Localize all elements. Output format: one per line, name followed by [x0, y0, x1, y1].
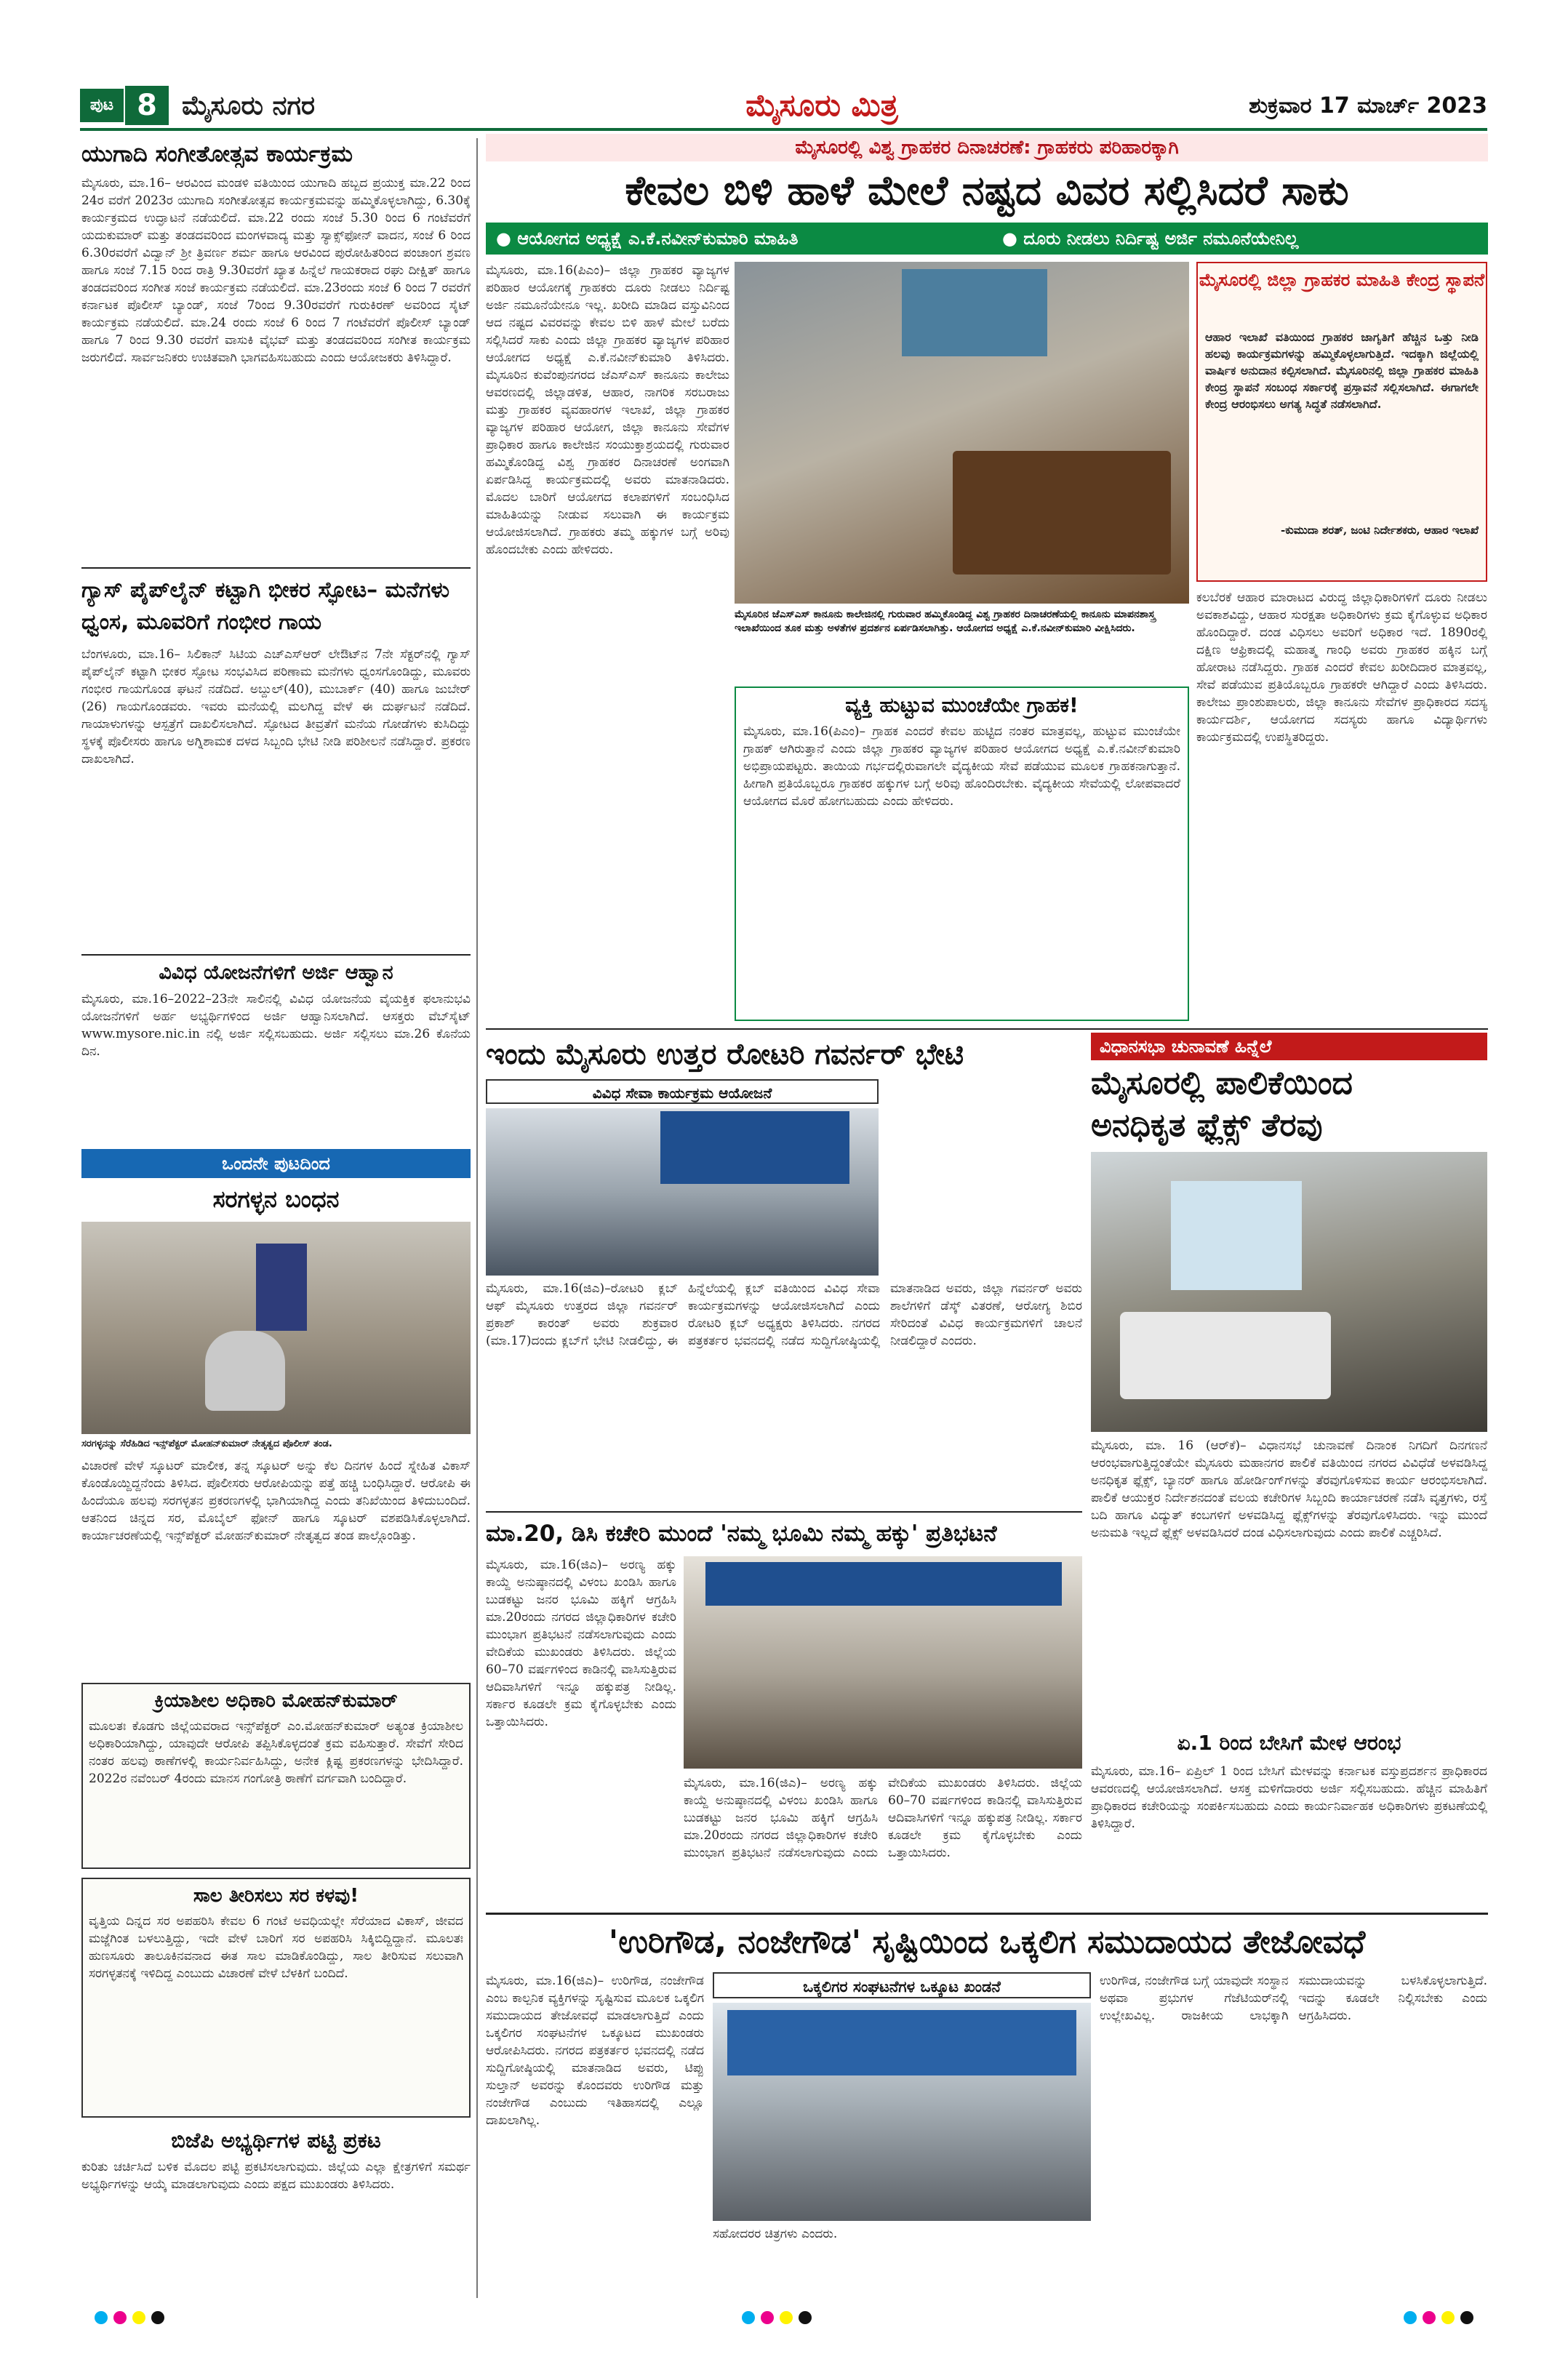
continued-banner: ಒಂದನೇ ಪುಟದಿಂದ: [81, 1149, 471, 1178]
protest-body-continued: ಮೈಸೂರು, ಮಾ.16(ಜಿಎ)– ಅರಣ್ಯ ಹಕ್ಕು ಕಾಯ್ದೆ ಅನುಷ್ಠಾನದಲ್ಲಿ ವಿಳಂಬ ಖಂಡಿಸಿ ಹಾಗೂ ಬುಡಕಟ್ಟು ಜನರ ಭೂಮಿ ಹಕ್ಕಿಗೆ ಆಗ್ರಹಿಸಿ ಮಾ.20ರಂದು ನಗರದ ಜಿಲ್ಲಾಧಿಕಾರಿಗಳ ಕಚೇರಿ ಮುಂಭಾಗ ಪ್ರತಿಭಟನೆ ನಡೆಸಲಾಗುವುದು ಎಂದು ವೇದಿಕೆಯ ಮುಖಂಡರು ತಿಳಿಸಿದರು. ಜಿಲ್ಲೆಯ 60–70 ವರ್ಷಗಳಿಂದ ಕಾಡಿನಲ್ಲಿ ವಾಸಿಸುತ್ತಿರುವ ಆದಿವಾಸಿಗಳಿಗೆ ಇನ್ನೂ ಹಕ್ಕುಪತ್ರ ನೀಡಿಲ್ಲ. ಸರ್ಕಾರ ಕೂಡಲೇ ಕ್ರಮ ಕೈಗೊಳ್ಳಬೇಕು ಎಂದು ಒತ್ತಾಯಿಸಿದರು.: [684, 1776, 1082, 1860]
scooter-shape: [205, 1331, 285, 1411]
divider: [486, 1511, 1082, 1513]
consumer-box: [735, 686, 1189, 1021]
april-title: ಏ.1 ರಿಂದ ಬೇಸಿಗೆ ಮೇಳ ಆರಂಭ: [1177, 1731, 1401, 1755]
rotary-body: ಮೈಸೂರು, ಮಾ.16(ಜಿಎ)–ರೋಟರಿ ಕ್ಲಬ್ ಆಫ್ ಮೈಸೂರು ಉತ್ತರದ ಜಿಲ್ಲಾ ಗವರ್ನರ್ ಪ್ರಕಾಶ್ ಕಾರಂತ್ ಅವರು ಶುಕ್ರವಾರ (ಮಾ.17)ದಂದು ಕ್ಲಬ್‌ಗೆ ಭೇಟಿ ನೀಡಲಿದ್ದು, ಈ ಹಿನ್ನೆಲೆಯಲ್ಲಿ ಕ್ಲಬ್ ವತಿಯಿಂದ ವಿವಿಧ ಸೇವಾ ಕಾರ್ಯಕ್ರಮಗಳನ್ನು ಆಯೋಜಿಸಲಾಗಿದೆ ಎಂದು ರೋಟರಿ ಕ್ಲಬ್ ಅಧ್ಯಕ್ಷರು ತಿಳಿಸಿದರು. ನಗರದ ಪತ್ರಕರ್ತರ ಭವನದಲ್ಲಿ ನಡೆದ ಸುದ್ದಿಗೋಷ್ಠಿಯಲ್ಲಿ ಮಾತನಾಡಿದ ಅವರು, ಜಿಲ್ಲಾ ಗವರ್ನರ್ ಅವರು ಶಾಲೆಗಳಿಗೆ ಡೆಸ್ಕ್ ವಿತರಣೆ, ಆರೋಗ್ಯ ಶಿಬಿರ ಸೇರಿದಂತೆ ವಿವಿಧ ಕಾರ್ಯಕ್ರಮಗಳಿಗೆ ಚಾಲನೆ ನೀಡಲಿದ್ದಾರೆ ಎಂದರು.: [486, 1281, 1082, 1348]
story6-body: ವೃತ್ತಿಯ ದಿನ್ನದ ಸರ ಅಪಹರಿಸಿ ಕೇವಲ 6 ಗಂಟೆ ಅವಧಿಯಲ್ಲೇ ಸೆರೆಯಾದ ವಿಕಾಸ್, ಜೀವದ ಮಜ್ಜೆಗಿಂತ ಬಳಲುತ್ತಿದ್ದು, ಇದೇ ವೇಳೆ ಬಾರಿಗೆ ಸರ ಅಪಹರಿಸಿ ಸಿಕ್ಕಿಬಿದ್ದಿದ್ದಾನೆ. ಮೂಲತಃ ಹುಣಸೂರು ತಾಲೂಕಿನವನಾದ ಈತ ಸಾಲ ಮಾಡಿಕೊಂಡಿದ್ದು, ಸಾಲ ತೀರಿಸುವ ಸಲುವಾಗಿ ಸರಗಳ್ಳತನಕ್ಕೆ ಇಳಿದಿದ್ದ ಎಂಬುದು ವಿಚಾರಣೆ ವೇಳೆ ಬೆಳಕಿಗೆ ಬಂದಿದೆ.: [89, 1914, 463, 1981]
protest-photo: [684, 1556, 1082, 1769]
divider: [486, 1913, 1488, 1915]
story5-box: [81, 1683, 471, 1869]
sidebar-signature: -ಕುಮುದಾ ಶರತ್, ಜಂಟಿ ನಿರ್ದೇಶಕರು, ಆಹಾರ ಇಲಾಖೆ: [1280, 524, 1479, 537]
registration-dot-black: [151, 2311, 164, 2324]
registration-dot-black: [799, 2311, 812, 2324]
registration-dot-magenta: [761, 2311, 774, 2324]
lead-subhead-2: ● ದೂರು ನೀಡಲು ನಿರ್ದಿಷ್ಟ ಅರ್ಜಿ ನಮೂನೆಯೇನಿಲ್ಲ: [1002, 228, 1299, 249]
banner-shape: [902, 269, 1047, 356]
registration-dot-black: [1460, 2311, 1473, 2324]
registration-dot-yellow: [780, 2311, 793, 2324]
divider: [81, 954, 471, 956]
flex-kicker: ವಿಧಾನಸಭಾ ಚುನಾವಣೆ ಹಿನ್ನೆಲೆ: [1091, 1033, 1487, 1060]
flex-board-shape: [1171, 1181, 1302, 1290]
story2-title: ಗ್ಯಾಸ್ ಪೈಪ್‌ಲೈನ್ ಕಟ್ಟಾಗಿ ಭೀಕರ ಸ್ಫೋಟ– ಮನೆಗಳು ಧ್ವಂಸ, ಮೂವರಿಗೆ ಗಂಭೀರ ಗಾಯ: [81, 577, 450, 635]
truck-shape: [1120, 1312, 1331, 1399]
page-number: 8: [125, 86, 169, 125]
story6-title: ಸಾಲ ತೀರಿಸಲು ಸರ ಕಳವು!: [193, 1885, 359, 1907]
protest-banner-shape: [705, 1562, 1062, 1606]
story1-title: ಯುಗಾದಿ ಸಂಗೀತೋತ್ಸವ ಕಾರ್ಯಕ್ರಮ: [81, 141, 353, 167]
rotary-kicker: ವಿವಿಧ ಸೇವಾ ಕಾರ್ಯಕ್ರಮ ಆಯೋಜನೆ: [486, 1079, 879, 1104]
divider: [81, 567, 471, 569]
sidebar-title: ಮೈಸೂರಲ್ಲಿ ಜಿಲ್ಲಾ ಗ್ರಾಹಕರ ಮಾಹಿತಿ ಕೇಂದ್ರ ಸ್ಥಾಪನೆ: [1199, 270, 1485, 290]
masthead-rule: [80, 128, 1487, 131]
display-case-shape: [953, 451, 1171, 575]
lead-subhead-bar: [486, 223, 1488, 255]
lead-body-col1: ಮೈಸೂರು, ಮಾ.16(ಪಿಎಂ)– ಜಿಲ್ಲಾ ಗ್ರಾಹಕರ ವ್ಯಾಜ್ಯಗಳ ಪರಿಹಾರ ಆಯೋಗಕ್ಕೆ ಗ್ರಾಹಕರು ದೂರು ನೀಡಲು ನಿರ್ದಿಷ್ಟ ಅರ್ಜಿ ನಮೂನೆಯೇನೂ ಇಲ್ಲ. ಖರೀದಿ ಮಾಡಿದ ವಸ್ತುವಿನಿಂದ ಆದ ನಷ್ಟದ ವಿವರವನ್ನು ಕೇವಲ ಬಿಳಿ ಹಾಳೆ ಮೇಲೆ ಬರೆದು ಸಲ್ಲಿಸಿದರೆ ಸಾಕು ಎಂದು ಜಿಲ್ಲಾ ಗ್ರಾಹಕರ ವ್ಯಾಜ್ಯಗಳ ಪರಿಹಾರ ಆಯೋಗದ ಅಧ್ಯಕ್ಷೆ ಎ.ಕೆ.ನವೀನ್‌ಕುಮಾರಿ ತಿಳಿಸಿದರು. ಮೈಸೂರಿನ ಕುವೆಂಪುನಗರದ ಜೆಎಸ್‌ಎಸ್ ಕಾನೂನು ಕಾಲೇಜು ಆವರಣದಲ್ಲಿ ಜಿಲ್ಲಾಡಳಿತ, ಆಹಾರ, ನಾಗರಿಕ ಸರಬರಾಜು ಮತ್ತು ಗ್ರಾಹಕರ ವ್ಯವಹಾರಗಳ ಇಲಾಖೆ, ಜಿಲ್ಲಾ ಗ್ರಾಹಕರ ವ್ಯಾಜ್ಯಗಳ ಪರಿಹಾರ ಆಯೋಗ, ಜಿಲ್ಲಾ ಕಾನೂನು ಸೇವೆಗಳ ಪ್ರಾಧಿಕಾರ ಹಾಗೂ ಕಾಲೇಜಿನ ಸಂಯುಕ್ತಾಶ್ರಯದಲ್ಲಿ ಗುರುವಾರ ಹಮ್ಮಿಕೊಂಡಿದ್ದ ವಿಶ್ವ ಗ್ರಾಹಕರ ದಿನಾಚರಣೆ ಅಂಗವಾಗಿ ಏರ್ಪಡಿಸಿದ್ದ ಕಾರ್ಯಕ್ರಮದಲ್ಲಿ ಅವರು ಮಾತನಾಡಿದರು. ಮೊದಲ ಬಾರಿಗೆ ಆಯೋಗದ ಕಲಾಪಗಳಿಗೆ ಸಂಬಂಧಿಸಿದ ಮಾಹಿತಿಯನ್ನು ನೀಡುವ ಸಲುವಾಗಿ ಈ ಕಾರ್ಯಕ್ರಮ ಆಯೋಜಿಸಲಾಗಿದೆ. ಗ್ರಾಹಕರು ತಮ್ಮ ಹಕ್ಕುಗಳ ಬಗ್ಗೆ ಅರಿವು ಹೊಂದಬೇಕು ಎಂದು ಹೇಳಿದರು.: [486, 263, 729, 557]
issue-date: ಶುಕ್ರವಾರ 17 ಮಾರ್ಚ್ 2023: [1249, 93, 1487, 119]
rotary-photo: [486, 1108, 879, 1276]
section-name: ಮೈಸೂರು ನಗರ: [182, 91, 316, 121]
urigowda-photo: [713, 2003, 1091, 2221]
flex-title-1: ಮೈಸೂರಲ್ಲಿ ಪಾಲಿಕೆಯಿಂದ: [1091, 1065, 1353, 1102]
rotary-title: ಇಂದು ಮೈಸೂರು ಉತ್ತರ ರೋಟರಿ ಗವರ್ನರ್ ಭೇಟಿ: [486, 1038, 964, 1071]
consumer-body: ಮೈಸೂರು, ಮಾ.16(ಪಿಎಂ)– ಗ್ರಾಹಕ ಎಂದರೆ ಕೇವಲ ಹುಟ್ಟಿದ ನಂತರ ಮಾತ್ರವಲ್ಲ, ಹುಟ್ಟುವ ಮುಂಚೆಯೇ ಗ್ರಾಹಕ್ ಆಗಿರುತ್ತಾನೆ ಎಂದು ಜಿಲ್ಲಾ ಗ್ರಾಹಕರ ವ್ಯಾಜ್ಯಗಳ ಪರಿಹಾರ ಆಯೋಗದ ಅಧ್ಯಕ್ಷೆ ಎ.ಕೆ.ನವೀನ್‌ಕುಮಾರಿ ಅಭಿಪ್ರಾಯಪಟ್ಟರು. ತಾಯಿಯ ಗರ್ಭದಲ್ಲಿರುವಾಗಲೇ ವೈದ್ಯಕೀಯ ಸೇವೆ ಪಡೆಯುವ ಮೂಲಕ ಗ್ರಾಹಕನಾಗುತ್ತಾನೆ. ಹೀಗಾಗಿ ಪ್ರತಿಯೊಬ್ಬರೂ ಗ್ರಾಹಕರ ಹಕ್ಕುಗಳ ಬಗ್ಗೆ ಅರಿವು ಹೊಂದಿರಬೇಕು. ವೈದ್ಯಕೀಯ ಸೇವೆಯಲ್ಲಿ ಲೋಪವಾದರೆ ಆಯೋಗದ ಮೊರೆ ಹೋಗಬಹುದು ಎಂದು ಹೇಳಿದರು.: [743, 724, 1180, 809]
lead-photo: [735, 262, 1189, 604]
story5-title: ಕ್ರಿಯಾಶೀಲ ಅಧಿಕಾರಿ ಮೋಹನ್‌ಕುಮಾರ್: [154, 1690, 398, 1712]
paper-name: ಮೈಸೂರು ಮಿತ್ರ: [745, 87, 898, 123]
rotary-banner-shape: [660, 1111, 849, 1184]
urigowda-body-2: ಉರಿಗೌಡ, ನಂಜೇಗೌಡ ಬಗ್ಗೆ ಯಾವುದೇ ಸಂಸ್ಥಾನ ಅಥವಾ ಪ್ರಭುಗಳ ಗೆಜೆಟಿಯರ್‌ನಲ್ಲಿ ಉಲ್ಲೇಖವಿಲ್ಲ. ರಾಜಕೀಯ ಲಾಭಕ್ಕಾಗಿ ಸಮುದಾಯವನ್ನು ಬಳಸಿಕೊಳ್ಳಲಾಗುತ್ತಿದೆ. ಇದನ್ನು ಕೂಡಲೇ ನಿಲ್ಲಿಸಬೇಕು ಎಂದು ಆಗ್ರಹಿಸಿದರು.: [1100, 1974, 1487, 2023]
flex-title-2: ಅನಧಿಕೃತ ಫ್ಲೆಕ್ಸ್ ತೆರವು: [1091, 1107, 1323, 1144]
story4-caption: ಸರಗಳ್ಳನನ್ನು ಸೆರೆಹಿಡಿದ ಇನ್ಸ್‌ಪೆಕ್ಟರ್ ಮೋಹನ್‌ಕುಮಾರ್ ನೇತೃತ್ವದ ಪೊಲೀಸ್ ತಂಡ.: [81, 1438, 332, 1449]
april-body: ಮೈಸೂರು, ಮಾ.16– ಏಪ್ರಿಲ್ 1 ರಿಂದ ಬೇಸಿಗೆ ಮೇಳವನ್ನು ಕರ್ನಾಟಕ ವಸ್ತುಪ್ರದರ್ಶನ ಪ್ರಾಧಿಕಾರದ ಆವರಣದಲ್ಲಿ ಆಯೋಜಿಸಲಾಗಿದೆ. ಆಸಕ್ತ ಮಳಿಗೆದಾರರು ಅರ್ಜಿ ಸಲ್ಲಿಸಬಹುದು. ಹೆಚ್ಚಿನ ಮಾಹಿತಿಗೆ ಪ್ರಾಧಿಕಾರದ ಕಚೇರಿಯನ್ನು ಸಂಪರ್ಕಿಸಬಹುದು ಎಂದು ಕಾರ್ಯನಿರ್ವಾಹಕ ಅಧಿಕಾರಿಗಳು ಪ್ರಕಟಣೆಯಲ್ಲಿ ತಿಳಿಸಿದ್ದಾರೆ.: [1091, 1764, 1487, 1831]
registration-dot-cyan: [1404, 2311, 1417, 2324]
urigowda-body-1: ಮೈಸೂರು, ಮಾ.16(ಜಿಎ)– ಉರಿಗೌಡ, ನಂಜೇಗೌಡ ಎಂಬ ಕಾಲ್ಪನಿಕ ವ್ಯಕ್ತಿಗಳನ್ನು ಸೃಷ್ಟಿಸುವ ಮೂಲಕ ಒಕ್ಕಲಿಗ ಸಮುದಾಯದ ತೇಜೋವಧೆ ಮಾಡಲಾಗುತ್ತಿದೆ ಎಂದು ಒಕ್ಕಲಿಗರ ಸಂಘಟನೆಗಳ ಒಕ್ಕೂಟದ ಮುಖಂಡರು ಆರೋಪಿಸಿದರು. ನಗರದ ಪತ್ರಕರ್ತರ ಭವನದಲ್ಲಿ ನಡೆದ ಸುದ್ದಿಗೋಷ್ಠಿಯಲ್ಲಿ ಮಾತನಾಡಿದ ಅವರು, ಟಿಪ್ಪು ಸುಲ್ತಾನ್ ಅವರನ್ನು ಕೊಂದವರು ಉರಿಗೌಡ ಮತ್ತು ನಂಜೇಗೌಡ ಎಂಬುದು ಇತಿಹಾಸದಲ್ಲಿ ಎಲ್ಲೂ ದಾಖಲಾಗಿಲ್ಲ.: [486, 1974, 704, 2128]
story7-title: ಬಿಜೆಪಿ ಅಭ್ಯರ್ಥಿಗಳ ಪಟ್ಟಿ ಪ್ರಕಟ: [171, 2128, 381, 2153]
lead-photo-caption: ಮೈಸೂರಿನ ಜೆಎಸ್‌ಎಸ್ ಕಾನೂನು ಕಾಲೇಜಿನಲ್ಲಿ ಗುರುವಾರ ಹಮ್ಮಿಕೊಂಡಿದ್ದ ವಿಶ್ವ ಗ್ರಾಹಕರ ದಿನಾಚರಣೆಯಲ್ಲಿ ಕಾನೂನು ಮಾಪನಶಾಸ್ತ್ರ ಇಲಾಖೆಯಿಂದ ತೂಕ ಮತ್ತು ಅಳತೆಗಳ ಪ್ರದರ್ಶನ ಏರ್ಪಡಿಸಲಾಗಿತ್ತು. ಆಯೋಗದ ಅಧ್ಯಕ್ಷೆ ಎ.ಕೆ.ನವೀನ್‌ಕುಮಾರಿ ವೀಕ್ಷಿಸಿದರು.: [735, 609, 1156, 634]
urigowda-title: 'ಉರಿಗೌಡ, ನಂಜೇಗೌಡ' ಸೃಷ್ಟಿಯಿಂದ ಒಕ್ಕಲಿಗ ಸಮುದಾಯದ ತೇಜೋವಧೆ: [608, 1923, 1366, 1961]
story5-body: ಮೂಲತಃ ಕೊಡಗು ಜಿಲ್ಲೆಯವರಾದ ಇನ್ಸ್‌ಪೆಕ್ಟರ್ ಎಂ.ಮೋಹನ್‌ಕುಮಾರ್ ಅತ್ಯಂತ ಕ್ರಿಯಾಶೀಲ ಅಧಿಕಾರಿಯಾಗಿದ್ದು, ಯಾವುದೇ ಆರೋಪಿ ತಪ್ಪಿಸಿಕೊಳ್ಳದಂತೆ ಕ್ರಮ ವಹಿಸುತ್ತಾರೆ. ಸೇವೆಗೆ ಸೇರಿದ ನಂತರ ಹಲವು ಠಾಣೆಗಳಲ್ಲಿ ಕಾರ್ಯನಿರ್ವಹಿಸಿದ್ದು, ಅನೇಕ ಕ್ಲಿಷ್ಟ ಪ್ರಕರಣಗಳನ್ನು ಭೇದಿಸಿದ್ದಾರೆ. 2022ರ ನವೆಂಬರ್ 4ರಂದು ಮಾನಸ ಗಂಗೋತ್ರಿ ಠಾಣೆಗೆ ವರ್ಗವಾಗಿ ಬಂದಿದ್ದಾರೆ.: [89, 1719, 463, 1786]
lead-subhead-1: ● ಆಯೋಗದ ಅಧ್ಯಕ್ಷೆ ಎ.ಕೆ.ನವೀನ್‌ಕುಮಾರಿ ಮಾಹಿತಿ: [496, 228, 799, 249]
story3-body: ಮೈಸೂರು, ಮಾ.16–2022–23ನೇ ಸಾಲಿನಲ್ಲಿ ವಿವಿಧ ಯೋಜನೆಯ ವೈಯಕ್ತಿಕ ಫಲಾನುಭವಿ ಯೋಜನೆಗಳಿಗೆ ಅರ್ಹ ಅಭ್ಯರ್ಥಿಗಳಿಂದ ಅರ್ಜಿ ಆಹ್ವಾನಿಸಲಾಗಿದೆ. ಆಸಕ್ತರು ವೆಬ್‌ಸೈಟ್ www.mysore.nic.in ನಲ್ಲಿ ಅರ್ಜಿ ಸಲ್ಲಿಸಬಹುದು. ಅರ್ಜಿ ಸಲ್ಲಿಸಲು ಮಾ.26 ಕೊನೆಯ ದಿನ.: [81, 992, 471, 1059]
page-label: ಪುಟ: [80, 89, 124, 122]
flex-photo: [1091, 1152, 1487, 1432]
divider: [486, 1028, 1488, 1030]
protest-title: ಮಾ.20, ಡಿಸಿ ಕಚೇರಿ ಮುಂದೆ 'ನಮ್ಮ ಭೂಮಿ ನಮ್ಮ ಹಕ್ಕು' ಪ್ರತಿಭಟನೆ: [486, 1521, 997, 1547]
lead-body-col3: ಕಲಬೆರಕೆ ಆಹಾರ ಮಾರಾಟದ ವಿರುದ್ಧ ಜಿಲ್ಲಾಧಿಕಾರಿಗಳಿಗೆ ದೂರು ನೀಡಲು ಅವಕಾಶವಿದ್ದು, ಆಹಾರ ಸುರಕ್ಷತಾ ಅಧಿಕಾರಿಗಳು ಕ್ರಮ ಕೈಗೊಳ್ಳುವ ಅಧಿಕಾರ ಹೊಂದಿದ್ದಾರೆ. ದಂಡ ವಿಧಿಸಲು ಅವರಿಗೆ ಅಧಿಕಾರ ಇದೆ. 1890ರಲ್ಲಿ ದಕ್ಷಿಣ ಆಫ್ರಿಕಾದಲ್ಲಿ ಮಹಾತ್ಮ ಗಾಂಧಿ ಅವರು ಗ್ರಾಹಕರ ಹಕ್ಕಿನ ಬಗ್ಗೆ ಹೋರಾಟ ನಡೆಸಿದ್ದರು. ಗ್ರಾಹಕ ಎಂದರೆ ಕೇವಲ ಖರೀದಿದಾರ ಮಾತ್ರವಲ್ಲ, ಸೇವೆ ಪಡೆಯುವ ಪ್ರತಿಯೊಬ್ಬರೂ ಗ್ರಾಹಕರೇ ಆಗಿದ್ದಾರೆ ಎಂದು ತಿಳಿಸಿದರು. ಕಾಲೇಜು ಪ್ರಾಂಶುಪಾಲರು, ಜಿಲ್ಲಾ ಕಾನೂನು ಸೇವೆಗಳ ಪ್ರಾಧಿಕಾರದ ಸದಸ್ಯ ಕಾರ್ಯದರ್ಶಿ, ಆಯೋಗದ ಸದಸ್ಯರು ಹಾಗೂ ವಿದ್ಯಾರ್ಥಿಗಳು ಕಾರ್ಯಕ್ರಮದಲ್ಲಿ ಉಪಸ್ಥಿತರಿದ್ದರು.: [1196, 590, 1487, 745]
story7-body: ಕುರಿತು ಚರ್ಚಿಸಿದೆ ಬಳಿಕ ಮೊದಲ ಪಟ್ಟಿ ಪ್ರಕಟಿಸಲಾಗುವುದು. ಜಿಲ್ಲೆಯ ಎಲ್ಲಾ ಕ್ಷೇತ್ರಗಳಿಗೆ ಸಮರ್ಥ ಅಭ್ಯರ್ಥಿಗಳನ್ನು ಆಯ್ಕೆ ಮಾಡಲಾಗುವುದು ಎಂದು ಪಕ್ಷದ ಮುಖಂಡರು ತಿಳಿಸಿದರು.: [81, 2160, 471, 2192]
story6-box: [81, 1878, 471, 2118]
story2-body: ಬೆಂಗಳೂರು, ಮಾ.16– ಸಿಲಿಕಾನ್ ಸಿಟಿಯ ಎಚ್‌ಎಸ್‌ಆರ್ ಲೇಔಟ್‌ನ 7ನೇ ಸೆಕ್ಟರ್‌ನಲ್ಲಿ ಗ್ಯಾಸ್ ಪೈಪ್‌ಲೈನ್ ಕಟ್ಟಾಗಿ ಭೀಕರ ಸ್ಫೋಟ ಸಂಭವಿಸಿದ ಪರಿಣಾಮ ಮನೆಗಳು ಧ್ವಂಸಗೊಂಡಿದ್ದು, ಮೂವರು ಗಂಭೀರ ಗಾಯಗೊಂಡ ಘಟನೆ ನಡೆದಿದೆ. ಅಬ್ದುಲ್(40), ಮುಬಾರ್ಕ್ (40) ಹಾಗೂ ಜುಬೇರ್ (26) ಗಾಯಗೊಂಡವರು. ಇವರು ಮನೆಯಲ್ಲಿ ಮಲಗಿದ್ದ ವೇಳೆ ಈ ದುರ್ಘಟನೆ ನಡೆದಿದೆ. ಗಾಯಾಳುಗಳನ್ನು ಆಸ್ಪತ್ರೆಗೆ ದಾಖಲಿಸಲಾಗಿದೆ. ಸ್ಫೋಟದ ತೀವ್ರತೆಗೆ ಮನೆಯ ಗೋಡೆಗಳು ಕುಸಿದಿದ್ದು ಸ್ಥಳಕ್ಕೆ ಪೊಲೀಸರು ಹಾಗೂ ಅಗ್ನಿಶಾಮಕ ದಳದ ಸಿಬ್ಬಂದಿ ಭೇಟಿ ನೀಡಿ ಪರಿಶೀಲನೆ ನಡೆಸಿದ್ದಾರೆ. ಪ್ರಕರಣ ದಾಖಲಾಗಿದೆ.: [81, 647, 471, 766]
cabinet-shape: [256, 1244, 307, 1331]
flex-body: ಮೈಸೂರು, ಮಾ. 16 (ಆರ್‌ಕೆ)– ವಿಧಾನಸಭೆ ಚುನಾವಣೆ ದಿನಾಂಕ ನಿಗದಿಗೆ ದಿನಗಣನೆ ಆರಂಭವಾಗುತ್ತಿದ್ದಂತೆಯೇ ಮೈಸೂರು ಮಹಾನಗರ ಪಾಲಿಕೆ ವತಿಯಿಂದ ನಗರದ ವಿವಿಧೆಡೆ ಅಳವಡಿಸಿದ್ದ ಅನಧಿಕೃತ ಫ್ಲೆಕ್ಸ್, ಬ್ಯಾನರ್ ಹಾಗೂ ಹೋರ್ಡಿಂಗ್‌ಗಳನ್ನು ತೆರವುಗೊಳಿಸುವ ಕಾರ್ಯ ಆರಂಭಿಸಲಾಗಿದೆ. ಪಾಲಿಕೆ ಆಯುಕ್ತರ ನಿರ್ದೇಶನದಂತೆ ವಲಯ ಕಚೇರಿಗಳ ಸಿಬ್ಬಂದಿ ಕಾರ್ಯಾಚರಣೆ ನಡೆಸಿ ವೃತ್ತಗಳು, ರಸ್ತೆ ಬದಿ ಹಾಗೂ ವಿದ್ಯುತ್ ಕಂಬಗಳಿಗೆ ಅಳವಡಿಸಿದ್ದ ಫ್ಲೆಕ್ಸ್‌ಗಳನ್ನು ತೆರವುಗೊಳಿಸಿದರು. ಇನ್ನು ಮುಂದೆ ಅನುಮತಿ ಇಲ್ಲದೆ ಫ್ಲೆಕ್ಸ್ ಅಳವಡಿಸಿದರೆ ದಂಡ ವಿಧಿಸಲಾಗುವುದು ಎಂದು ಪಾಲಿಕೆ ಎಚ್ಚರಿಸಿದೆ.: [1091, 1438, 1487, 1540]
lead-sidebar: [1196, 262, 1487, 582]
urigowda-caption: ಸಹೋದರರ ಚಿತ್ರಗಳು ಎಂದರು.: [713, 2227, 838, 2241]
registration-dot-yellow: [1441, 2311, 1455, 2324]
sidebar-body: ಆಹಾರ ಇಲಾಖೆ ವತಿಯಿಂದ ಗ್ರಾಹಕರ ಜಾಗೃತಿಗೆ ಹೆಚ್ಚಿನ ಒತ್ತು ನೀಡಿ ಹಲವು ಕಾರ್ಯಕ್ರಮಗಳನ್ನು ಹಮ್ಮಿಕೊಳ್ಳಲಾಗುತ್ತಿದೆ. ಇದಕ್ಕಾಗಿ ಜಿಲ್ಲೆಯಲ್ಲಿ ವಾರ್ಷಿಕ ಅನುದಾನ ಕಲ್ಪಿಸಲಾಗಿದೆ. ಮೈಸೂರಿನಲ್ಲಿ ಜಿಲ್ಲಾ ಗ್ರಾಹಕರ ಮಾಹಿತಿ ಕೇಂದ್ರ ಸ್ಥಾಪನೆ ಸಂಬಂಧ ಸರ್ಕಾರಕ್ಕೆ ಪ್ರಸ್ತಾವನೆ ಸಲ್ಲಿಸಲಾಗಿದೆ. ಈಗಾಗಲೇ ಕೇಂದ್ರ ಆರಂಭಿಸಲು ಅಗತ್ಯ ಸಿದ್ಧತೆ ನಡೆಸಲಾಗಿದೆ.: [1205, 330, 1479, 411]
registration-dot-cyan: [95, 2311, 108, 2324]
consumer-title: ವ್ಯಕ್ತಿ ಹುಟ್ಟುವ ಮುಂಚೆಯೇ ಗ್ರಾಹಕ!: [845, 693, 1079, 717]
registration-dot-magenta: [113, 2311, 127, 2324]
lead-headline: ಕೇವಲ ಬಿಳಿ ಹಾಳೆ ಮೇಲೆ ನಷ್ಟದ ವಿವರ ಸಲ್ಲಿಸಿದರೆ ಸಾಕು: [625, 167, 1349, 215]
protest-body: ಮೈಸೂರು, ಮಾ.16(ಜಿಎ)– ಅರಣ್ಯ ಹಕ್ಕು ಕಾಯ್ದೆ ಅನುಷ್ಠಾನದಲ್ಲಿ ವಿಳಂಬ ಖಂಡಿಸಿ ಹಾಗೂ ಬುಡಕಟ್ಟು ಜನರ ಭೂಮಿ ಹಕ್ಕಿಗೆ ಆಗ್ರಹಿಸಿ ಮಾ.20ರಂದು ನಗರದ ಜಿಲ್ಲಾಧಿಕಾರಿಗಳ ಕಚೇರಿ ಮುಂಭಾಗ ಪ್ರತಿಭಟನೆ ನಡೆಸಲಾಗುವುದು ಎಂದು ವೇದಿಕೆಯ ಮುಖಂಡರು ತಿಳಿಸಿದರು. ಜಿಲ್ಲೆಯ 60–70 ವರ್ಷಗಳಿಂದ ಕಾಡಿನಲ್ಲಿ ವಾಸಿಸುತ್ತಿರುವ ಆದಿವಾಸಿಗಳಿಗೆ ಇನ್ನೂ ಹಕ್ಕುಪತ್ರ ನೀಡಿಲ್ಲ. ಸರ್ಕಾರ ಕೂಡಲೇ ಕ್ರಮ ಕೈಗೊಳ್ಳಬೇಕು ಎಂದು ಒತ್ತಾಯಿಸಿದರು.: [486, 1558, 676, 1729]
story4-title: ಸರಗಳ್ಳನ ಬಂಧನ: [212, 1185, 340, 1213]
story4-body: ವಿಚಾರಣೆ ವೇಳೆ ಸ್ಕೂಟರ್ ಮಾಲೀಕ, ತನ್ನ ಸ್ಕೂಟರ್ ಅನ್ನು ಕೆಲ ದಿನಗಳ ಹಿಂದೆ ಸ್ನೇಹಿತ ವಿಕಾಸ್ ಕೊಂಡೊಯ್ದಿದ್ದನೆಂದು ತಿಳಿಸಿದ. ಪೊಲೀಸರು ಆರೋಪಿಯನ್ನು ಪತ್ತೆ ಹಚ್ಚಿ ಬಂಧಿಸಿದ್ದಾರೆ. ಆರೋಪಿ ಈ ಹಿಂದೆಯೂ ಹಲವು ಸರಗಳ್ಳತನ ಪ್ರಕರಣಗಳಲ್ಲಿ ಭಾಗಿಯಾಗಿದ್ದ ಎಂದು ತನಿಖೆಯಿಂದ ತಿಳಿದುಬಂದಿದೆ. ಆತನಿಂದ ಚಿನ್ನದ ಸರ, ಮೊಬೈಲ್ ಫೋನ್ ಹಾಗೂ ಸ್ಕೂಟರ್ ವಶಪಡಿಸಿಕೊಳ್ಳಲಾಗಿದೆ. ಕಾರ್ಯಾಚರಣೆಯಲ್ಲಿ ಇನ್ಸ್‌ಪೆಕ್ಟರ್ ಮೋಹನ್‌ಕುಮಾರ್ ನೇತೃತ್ವದ ತಂಡ ಪಾಲ್ಗೊಂಡಿತ್ತು.: [81, 1459, 471, 1543]
column-rule: [476, 138, 478, 2298]
registration-dot-magenta: [1423, 2311, 1436, 2324]
registration-dot-cyan: [742, 2311, 755, 2324]
registration-dot-yellow: [132, 2311, 145, 2324]
story3-title: ವಿವಿಧ ಯೋಜನೆಗಳಿಗೆ ಅರ್ಜಿ ಆಹ್ವಾನ: [159, 961, 393, 984]
urigowda-banner-shape: [727, 2010, 1076, 2075]
arrest-photo: [81, 1222, 471, 1434]
masthead: [80, 86, 1487, 127]
urigowda-kicker: ಒಕ್ಕಲಿಗರ ಸಂಘಟನೆಗಳ ಒಕ್ಕೂಟ ಖಂಡನೆ: [713, 1972, 1091, 1998]
story1-body: ಮೈಸೂರು, ಮಾ.16– ಆರವಿಂದ ಮಂಡಳಿ ವತಿಯಿಂದ ಯುಗಾದಿ ಹಬ್ಬದ ಪ್ರಯುಕ್ತ ಮಾ.22 ರಿಂದ 24ರ ವರೆಗೆ 2023ರ ಯುಗಾದಿ ಸಂಗೀತೋತ್ಸವ ಕಾರ್ಯಕ್ರಮವನ್ನು ಹಮ್ಮಿಕೊಳ್ಳಲಾಗಿದ್ದು, 6.30ಕ್ಕೆ ಕಾರ್ಯಕ್ರಮದ ಉದ್ಘಾಟನೆ ನಡೆಯಲಿದೆ. ಮಾ.22 ರಂದು ಸಂಜೆ 5.30 ರಿಂದ 6 ಗಂಟೆವರೆಗೆ ಯದುಕುಮಾರ್ ಮತ್ತು ತಂಡದವರಿಂದ ಮಂಗಳವಾದ್ಯ ಮತ್ತು ಸ್ಯಾಕ್ಸ್‌ಫೋನ್ ವಾದನ, ಸಂಜೆ 6 ರಿಂದ 6.30ರವರೆಗೆ ವಿದ್ವಾನ್ ಶ್ರೀ ತ್ರಿವರ್ಣ ಶರ್ಮ ಹಾಗೂ ಆರವಿಂದ ಪುರೋಹಿತರಿಂದ ಪಂಚಾಂಗ ಶ್ರವಣ ಹಾಗೂ ಸಂಜೆ 7.15 ರಿಂದ ರಾತ್ರಿ 9.30ವರೆಗೆ ಖ್ಯಾತ ಹಿನ್ನೆಲೆ ಗಾಯಕರಾದ ರಘು ದೀಕ್ಷಿತ್ ಹಾಗೂ ತಂಡದವರಿಂದ ಸಂಗೀತ ಸಂಜೆ ಕಾರ್ಯಕ್ರಮ ನಡೆಯಲಿದೆ. ಮಾ.23ರಂದು ಸಂಜೆ 6 ರಿಂದ 7 ರವರೆಗೆ ಕರ್ನಾಟಕ ಪೊಲೀಸ್ ಬ್ಯಾಂಡ್, ಸಂಜೆ 7ರಿಂದ 9.30ರವರೆಗೆ ಗುರುಕಿರಣ್ ಅವರಿಂದ ಸೈಟ್ ಕಾರ್ಯಕ್ರಮ ನಡೆಯಲಿದೆ. ಮಾ.24 ರಂದು ಸಂಜೆ 6 ರಿಂದ 7 ಗಂಟೆವರೆಗೆ ಪೊಲೀಸ್ ಬ್ಯಾಂಡ್ ಹಾಗೂ 7 ರಿಂದ 9.30 ರವರೆಗೆ ವಾಸುಕಿ ವೈಭವ್ ಮತ್ತು ತಂಡದವರಿಂದ ಸಂಗೀತ ಕಾರ್ಯಕ್ರಮ ಜರುಗಲಿದೆ. ಸಾರ್ವಜನಿಕರು ಉಚಿತವಾಗಿ ಭಾಗವಹಿಸಬಹುದು ಎಂದು ಆಯೋಜಕರು ತಿಳಿಸಿದ್ದಾರೆ.: [81, 176, 471, 365]
lead-kicker: ಮೈಸೂರಲ್ಲಿ ವಿಶ್ವ ಗ್ರಾಹಕರ ದಿನಾಚರಣೆ: ಗ್ರಾಹಕರು ಪರಿಹಾರಕ್ಕಾಗಿ: [486, 134, 1488, 161]
